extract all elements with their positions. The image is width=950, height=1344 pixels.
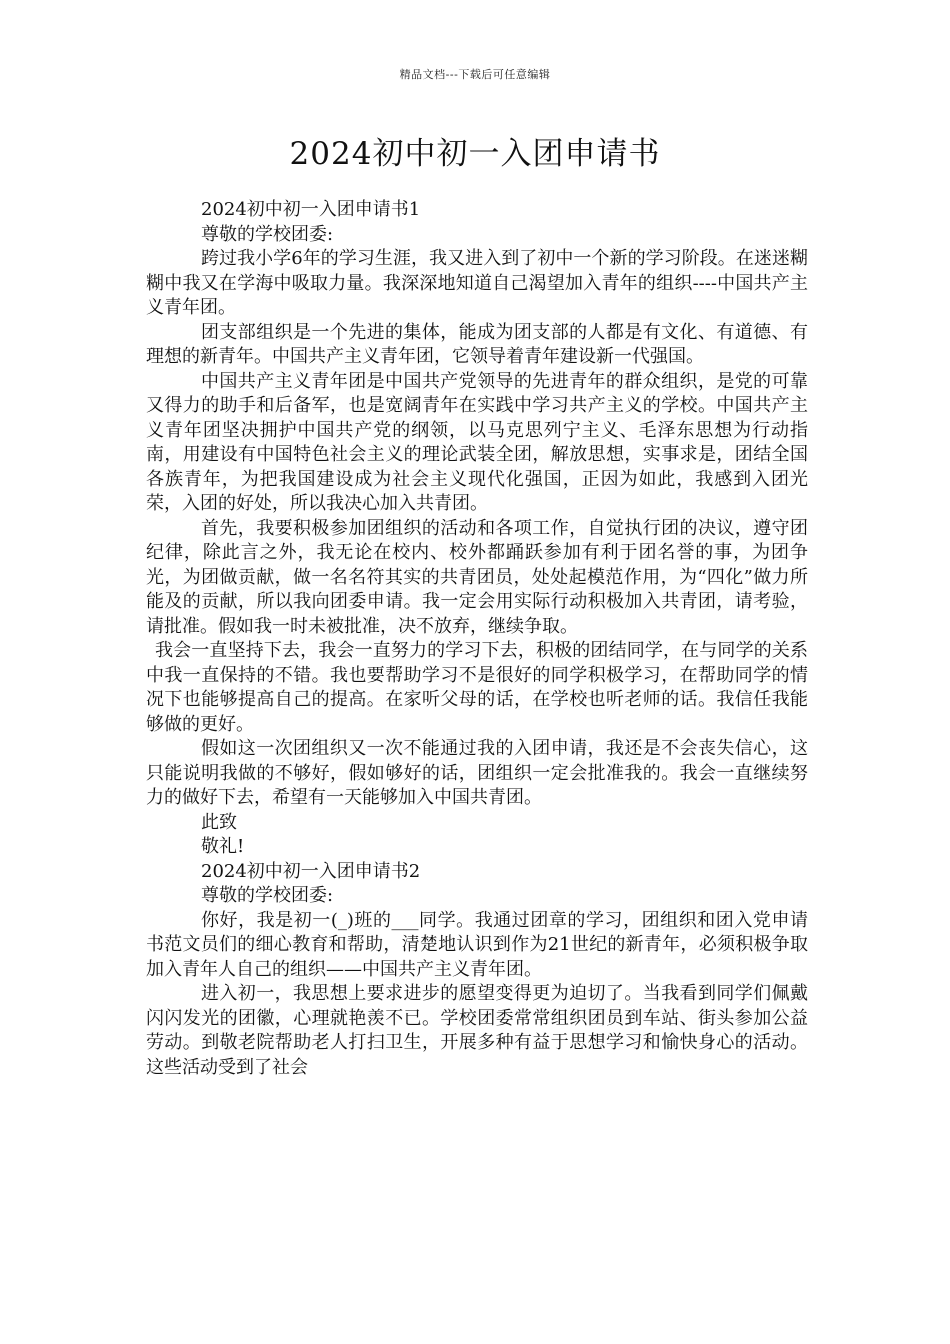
paragraph: 此致 [201, 811, 237, 833]
paragraph: 首先，我要积极参加团组织的活动和各项工作，自觉执行团的决议，遵守团纪律，除此言之外，我无论在校内、校外都踊跃参加有利于团名誉的事，为团争光，为团做贡献，做一名名符其实的共青团员，处处起模范作用，为“四化”做力所能及的贡献，所以我向团委申请。我一定会用实际行动积极加入共青团，请考验，请批准。假如我一时未被批准，决不放弃，继续争取。 [146, 517, 808, 637]
paragraph: 你好，我是初一(_)班的___同学。我通过团章的学习，团组织和团入党申请书范文员们的细心教育和帮助，清楚地认识到作为21世纪的新青年，必须积极争取加入青年人自己的组织——中国共产主义青年团。 [146, 909, 808, 980]
paragraph: 假如这一次团组织又一次不能通过我的入团申请，我还是不会丧失信心，这只能说明我做的不够好，假如够好的话，团组织一定会批准我的。我会一直继续努力的做好下去，希望有一天能够加入中国共青团。 [146, 738, 808, 808]
paragraph: 跨过我小学6年的学习生涯，我又进入到了初中一个新的学习阶段。在迷迷糊糊中我又在学海中吸取力量。我深深地知道自己渴望加入青年的组织----中国共产主义青年团。 [146, 248, 808, 318]
paragraph: 敬礼! [201, 836, 245, 857]
paragraph: 我会一直坚持下去，我会一直努力的学习下去，积极的团结同学，在与同学的关系中我一直保持的不错。我也要帮助学习不是很好的同学积极学习，在帮助同学的情况下也能够提高自己的提高。在家听父母的话，在学校也听老师的话。我信任我能够做的更好。 [146, 640, 808, 735]
paragraph: 进入初一，我思想上要求进步的愿望变得更为迫切了。当我看到同学们佩戴闪闪发光的团徽，心理就艳羡不已。学校团委常常组织团员到车站、街头参加公益劳动。到敬老院帮助老人打扫卫生，开展多种有益于思想学习和愉快身心的活动。这些活动受到了社会 [146, 983, 808, 1078]
document-title: 2024初中初一入团申请书 [289, 136, 661, 172]
paragraph: 2024初中初一入团申请书2 [201, 860, 421, 882]
header-note: 精品文档---下载后可任意编辑 [399, 68, 551, 81]
paragraph: 团支部组织是一个先进的集体，能成为团支部的人都是有文化、有道德、有理想的新青年。中国共产主义青年团，它领导着青年建设新一代强国。 [146, 321, 808, 367]
document-body [146, 198, 808, 1080]
paragraph: 尊敬的学校团委: [201, 223, 334, 245]
paragraph: 尊敬的学校团委: [201, 885, 334, 906]
paragraph: 2024初中初一入团申请书1 [201, 199, 421, 220]
paragraph: 中国共产主义青年团是中国共产党领导的先进青年的群众组织，是党的可靠又得力的助手和后备军，也是宽阔青年在实践中学习共产主义的学校。中国共产主义青年团坚决拥护中国共产党的纲领，以马克思列宁主义、毛泽东思想为行动指南，用建设有中国特色社会主义的理论武装全团，解放思想，实事求是，团结全国各族青年，为把我国建设成为社会主义现代化强国，正因为如此，我感到入团光荣，入团的好处，所以我决心加入共青团。 [146, 370, 808, 514]
